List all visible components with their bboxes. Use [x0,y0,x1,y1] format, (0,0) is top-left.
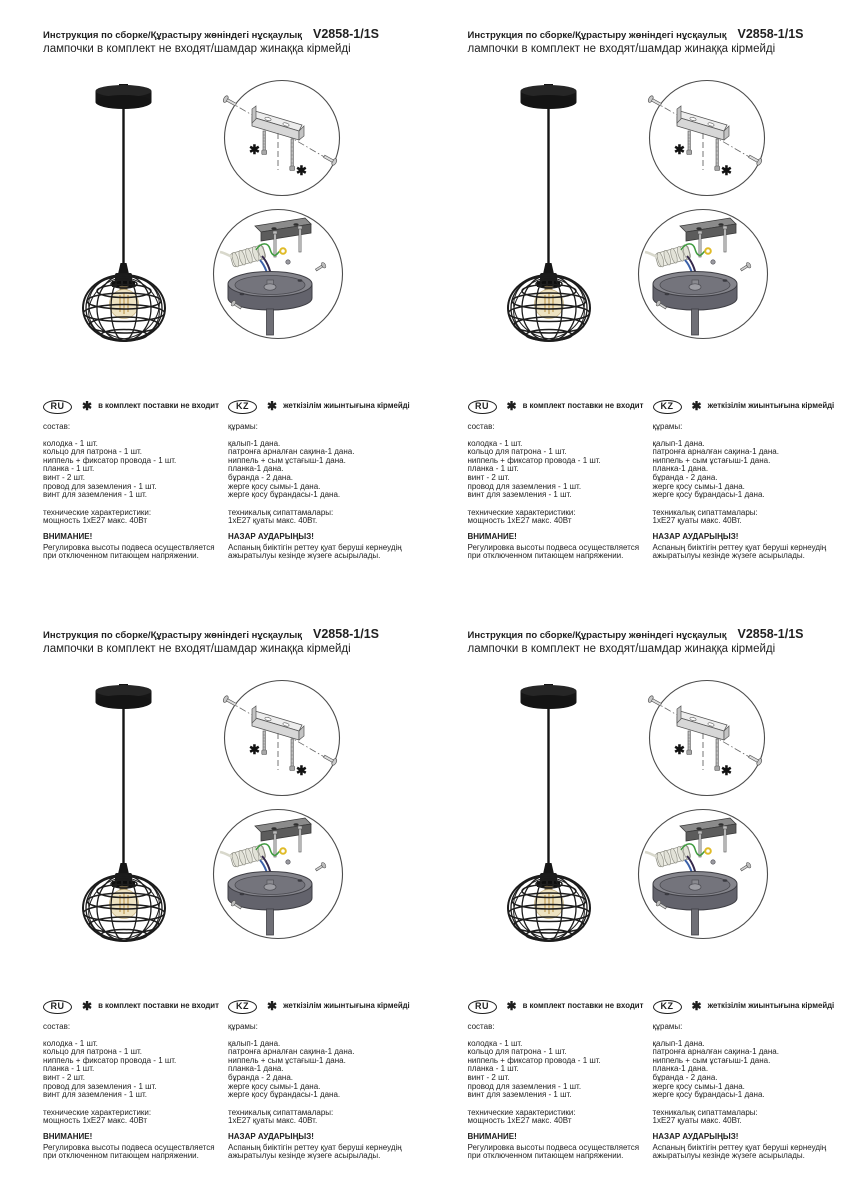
canopy-screw-right [747,153,762,166]
canopy-screw-left [222,695,237,708]
edison-bulb [110,286,139,319]
canopy-screw-right [322,153,337,166]
ru-composition-label: состав: [43,422,71,431]
ru-specs-value: мощность 1хЕ27 макс. 40Вт [43,1116,147,1126]
ru-language-badge: RU [468,1000,497,1014]
kz-specs-label: техникалық сипаттамалары: [228,507,334,517]
list-item: планка-1 дана. [228,1064,284,1074]
kz-parts-list [653,440,845,500]
kz-warning-text: Аспаның биіктігін реттеу қуат беруші кернеудің ажыратылуы кезінде жүзеге асырылады. [228,542,402,561]
ceiling-screw-left [262,731,267,755]
kz-language-badge: KZ [653,1000,682,1014]
list-item: планка - 1 шт. [43,464,95,474]
instruction-sheet [0,600,425,1200]
pendant-lamp-figure [503,684,603,946]
list-item: жерге қосу сымы-1 дана. [228,481,321,491]
ru-specs-label: технические характеристики: [43,507,152,517]
list-item: жерге қосу бұрандасы-1 дана. [652,1090,765,1100]
earth-ring-terminal [705,848,711,854]
list-item: жерге қосу сымы-1 дана. [228,1081,321,1091]
lamps-note-subtitle: лампочки в комплект не входят/шамдар жинаққа кірмейді [467,43,776,55]
info-section [43,999,420,1161]
info-section [43,399,420,561]
ru-language-badge: RU [468,400,497,414]
kz-composition-label: құрамы: [228,1022,258,1031]
supply-lead-wire [220,252,232,257]
lamps-note-subtitle: лампочки в комплект не входят/шамдар жинаққа кірмейді [43,643,351,655]
list-item: патронға арналған сақина-1 дана. [652,1047,779,1057]
list-item: провод для заземления - 1 шт. [467,1081,582,1091]
mounting-strap-dark [255,218,311,241]
ru-specs [43,509,228,526]
list-item: винт для заземления - 1 шт. [43,1090,148,1100]
list-item: бұранда - 2 дана. [228,472,294,482]
ru-parts-list [43,440,228,500]
list-item: жерге қосу сымы-1 дана. [652,481,745,491]
ru-warning-title: ВНИМАНИЕ! [43,1131,93,1141]
edison-bulb [110,886,139,919]
list-item: бұранда - 2 дана. [652,1072,718,1082]
canopy-screw-left [647,695,662,708]
list-item: винт - 2 шт. [43,472,85,482]
cup-screw-right [739,862,751,873]
instruction-sheet [425,600,849,1200]
kz-specs-label: техникалық сипаттамалары: [652,507,758,517]
lamps-note-subtitle: лампочки в комплект не входят/шамдар жинаққа кірмейді [43,43,351,55]
ru-specs-label: технические характеристики: [467,507,576,517]
list-item: қалып-1 дана. [228,1038,281,1048]
list-item: қалып-1 дана. [652,1038,705,1048]
terminal-block [654,844,691,868]
ru-warning-title: ВНИМАНИЕ! [467,1131,517,1141]
earth-screw [710,860,714,864]
ceiling-canopy [96,684,152,709]
not-included-asterisk: ✱ [720,163,732,178]
ru-not-included-note: в комплект поставки не входит [98,401,219,411]
kz-parts-list [228,1040,420,1100]
list-item: ниппель + фиксатор провода - 1 шт. [467,1055,601,1065]
list-item: кольцо для патрона - 1 шт. [467,1047,567,1057]
kz-warning-title: НАЗАР АУДАРЫҢЫЗ! [228,531,314,541]
instruction-title: Инструкция по сборке/Құрастыру жөніндегі нұсқаулық [467,630,727,641]
ru-specs [468,509,653,526]
kz-warning-title: НАЗАР АУДАРЫҢЫЗ! [228,1131,314,1141]
ru-column [43,399,228,561]
mounting-bracket-detail-circle [641,79,775,201]
lamps-note-subtitle: лампочки в комплект не входят/шамдар жинаққа кірмейді [467,643,776,655]
list-item: ниппель + сым ұстағыш-1 дана. [228,455,346,465]
kz-parts-list [228,440,420,500]
kz-badge-row [228,399,420,414]
not-included-asterisk: ✱ [296,163,307,178]
earth-screw [286,260,290,264]
kz-specs [228,509,420,526]
ceiling-cup [228,272,312,336]
kz-specs-value: 1хЕ27 қуаты макс. 40Вт. [228,516,318,526]
earth-ring-terminal [280,848,286,854]
sheet-header [43,627,413,655]
list-item: ниппель + сым ұстағыш-1 дана. [228,1055,346,1065]
kz-language-badge: KZ [228,400,257,414]
instruction-sheet [425,0,849,600]
mounting-bracket-detail-circle [216,79,350,201]
list-item: планка-1 дана. [652,1064,709,1074]
list-item: жерге қосу сымы-1 дана. [652,1081,745,1091]
ceiling-screw-right [714,739,719,771]
kz-warning-title: НАЗАР АУДАРЫҢЫЗ! [652,531,739,541]
ceiling-canopy [520,84,576,109]
ru-composition-label: состав: [467,422,495,431]
ceiling-cup [653,272,737,336]
ru-specs [43,1109,228,1126]
list-item: кольцо для патрона - 1 шт. [43,447,142,457]
kz-specs-value: 1хЕ27 қуаты макс. 40Вт. [652,1116,742,1126]
pendant-lamp-figure [503,84,603,346]
cup-screw-right [314,862,326,873]
cup-screw-right [314,262,326,273]
list-item: провод для заземления - 1 шт. [467,481,582,491]
kz-parts-list [653,1040,845,1100]
ru-specs-value: мощность 1хЕ27 макс. 40Вт [467,516,572,526]
canopy-wiring-detail-circle [637,806,773,942]
list-item: ниппель + сым ұстағыш-1 дана. [652,455,771,465]
list-item: провод для заземления - 1 шт. [43,1081,157,1091]
ru-warning-text: Регулировка высоты подвеса осуществляется при отключенном питающем напряжении. [43,542,215,561]
list-item: винт для заземления - 1 шт. [43,490,148,500]
not-included-asterisk: ✱ [249,742,260,757]
detail-circle-outline [649,81,764,196]
list-item: жерге қосу бұрандасы-1 дана. [228,490,341,500]
list-item: ниппель + фиксатор провода - 1 шт. [43,1055,177,1065]
ru-warning-text: Регулировка высоты подвеса осуществляется при отключенном питающем напряжении. [467,542,640,561]
kz-warning-title: НАЗАР АУДАРЫҢЫЗ! [652,1131,739,1141]
ru-not-included-note: в комплект поставки не входит [522,1001,644,1011]
kz-language-badge: KZ [653,400,682,414]
list-item: патронға арналған сақина-1 дана. [228,1047,355,1057]
list-item: колодка - 1 шт. [43,1038,98,1048]
ru-composition-label: состав: [43,1022,71,1031]
canopy-screw-right [747,753,762,766]
list-item: планка-1 дана. [652,464,709,474]
ru-language-badge: RU [43,1000,72,1014]
ru-specs [468,1109,653,1126]
list-item: винт - 2 шт. [43,1072,85,1082]
list-item: жерге қосу бұрандасы-1 дана. [652,490,765,500]
list-item: бұранда - 2 дана. [652,472,718,482]
kz-badge-row [653,999,845,1014]
ru-column [468,399,653,561]
asterisk-mark: ✱ [267,399,278,414]
list-item: колодка - 1 шт. [467,1038,523,1048]
ru-parts-list [468,440,653,500]
canopy-screw-right [322,753,337,766]
sheet-header [43,27,413,55]
list-item: кольцо для патрона - 1 шт. [43,1047,142,1057]
ceiling-canopy [96,84,152,109]
asterisk-mark: ✱ [82,999,93,1014]
list-item: планка - 1 шт. [43,1064,95,1074]
list-item: колодка - 1 шт. [43,438,98,448]
ceiling-cup [653,872,737,936]
list-item: қалып-1 дана. [652,438,705,448]
kz-composition-label: құрамы: [652,422,683,431]
ru-composition-label: состав: [467,1022,495,1031]
kz-specs [653,509,845,526]
ceiling-screw-right [714,139,719,171]
ru-parts-list [468,1040,653,1100]
kz-not-included-note: жеткізілім жиынтығына кірмейді [707,1001,835,1011]
kz-specs [228,1109,420,1126]
instruction-title: Инструкция по сборке/Құрастыру жөніндегі нұсқаулық [43,630,302,641]
ru-warning-title: ВНИМАНИЕ! [467,531,517,541]
asterisk-mark: ✱ [691,999,702,1014]
kz-column [228,399,420,561]
list-item: бұранда - 2 дана. [228,1072,294,1082]
model-number: V2858-1/1S [737,627,804,641]
list-item: винт для заземления - 1 шт. [467,1090,572,1100]
kz-not-included-note: жеткізілім жиынтығына кірмейді [707,401,835,411]
list-item: ниппель + фиксатор провода - 1 шт. [467,455,601,465]
ru-specs-label: технические характеристики: [43,1107,152,1117]
list-item: ниппель + сым ұстағыш-1 дана. [652,1055,771,1065]
title-row [43,27,413,41]
kz-warning-text: Аспаның биіктігін реттеу қуат беруші кернеудің ажыратылуы кезінде жүзеге асырылады. [228,1142,402,1161]
asterisk-mark: ✱ [691,399,702,414]
canopy-wiring-detail-circle [637,206,773,342]
supply-lead-wire [645,852,657,857]
list-item: провод для заземления - 1 шт. [43,481,157,491]
not-included-asterisk: ✱ [720,763,732,778]
terminal-block [230,244,267,268]
mounting-strap-dark [680,818,736,841]
info-section [468,999,845,1161]
kz-specs [653,1109,845,1126]
canopy-wiring-detail-circle [212,206,348,342]
kz-composition-label: құрамы: [652,1022,683,1031]
earth-ring-terminal [705,248,711,254]
ceiling-screw-left [686,131,691,155]
canopy-screw-left [647,95,662,108]
ceiling-screw-left [686,731,691,755]
ru-column [468,999,653,1161]
not-included-asterisk: ✱ [296,763,307,778]
detail-circle-outline [225,681,340,796]
list-item: колодка - 1 шт. [467,438,523,448]
kz-column [653,999,845,1161]
kz-specs-value: 1хЕ27 қуаты макс. 40Вт. [652,516,742,526]
ru-language-badge: RU [43,400,72,414]
list-item: винт - 2 шт. [467,1072,510,1082]
ru-badge-row [468,399,653,414]
detail-circle-outline [225,81,340,196]
ceiling-screw-right [290,139,295,171]
list-item: планка - 1 шт. [467,464,519,474]
ru-badge-row [43,999,228,1014]
terminal-block [230,844,267,868]
ru-column [43,999,228,1161]
list-item: планка-1 дана. [228,464,284,474]
ceiling-canopy [520,684,576,709]
kz-specs-label: техникалық сипаттамалары: [228,1107,334,1117]
canopy-screw-left [222,95,237,108]
ru-warning-text: Регулировка высоты подвеса осуществляется при отключенном питающем напряжении. [467,1142,640,1161]
model-number: V2858-1/1S [737,27,804,41]
kz-composition-label: құрамы: [228,422,258,431]
canopy-wiring-detail-circle [212,806,348,942]
kz-column [228,999,420,1161]
earth-screw [710,260,714,264]
edison-bulb [534,286,563,319]
kz-specs-value: 1хЕ27 қуаты макс. 40Вт. [228,1116,318,1126]
instruction-sheet [0,0,425,600]
terminal-block [654,244,691,268]
mounting-strap-dark [680,218,736,241]
ceiling-screw-left [262,131,267,155]
kz-specs-label: техникалық сипаттамалары: [652,1107,758,1117]
edison-bulb [534,886,563,919]
kz-column [653,399,845,561]
ru-badge-row [468,999,653,1014]
list-item: винт - 2 шт. [467,472,510,482]
kz-language-badge: KZ [228,1000,257,1014]
title-row [468,627,838,641]
mounting-bracket-detail-circle [216,679,350,801]
list-item: патронға арналған сақина-1 дана. [228,447,355,457]
detail-circle-outline [649,681,764,796]
kz-badge-row [653,399,845,414]
instruction-title: Инструкция по сборке/Құрастыру жөніндегі нұсқаулық [43,30,302,41]
ru-specs-label: технические характеристики: [467,1107,576,1117]
list-item: винт для заземления - 1 шт. [467,490,572,500]
ru-not-included-note: в комплект поставки не входит [98,1001,219,1011]
list-item: планка - 1 шт. [467,1064,519,1074]
mounting-strap-dark [255,818,311,841]
model-number: V2858-1/1S [313,27,380,41]
earth-screw [286,860,290,864]
list-item: патронға арналған сақина-1 дана. [652,447,779,457]
kz-not-included-note: жеткізілім жиынтығына кірмейді [283,1001,410,1011]
pendant-lamp-figure [78,684,178,946]
kz-warning-text: Аспаның биіктігін реттеу қуат беруші кернеудің ажыратылуы кезінде жүзеге асырылады. [652,542,827,561]
ru-warning-title: ВНИМАНИЕ! [43,531,93,541]
list-item: қалып-1 дана. [228,438,281,448]
cup-screw-right [739,262,751,273]
info-section [468,399,845,561]
list-item: кольцо для патрона - 1 шт. [467,447,567,457]
supply-lead-wire [220,852,232,857]
ru-badge-row [43,399,228,414]
asterisk-mark: ✱ [82,399,93,414]
list-item: жерге қосу бұрандасы-1 дана. [228,1090,341,1100]
ceiling-cup [228,872,312,936]
ru-not-included-note: в комплект поставки не входит [522,401,644,411]
ceiling-screw-right [290,739,295,771]
not-included-asterisk: ✱ [673,742,685,757]
sheet-header [468,27,838,55]
instruction-title: Инструкция по сборке/Құрастыру жөніндегі нұсқаулық [467,30,727,41]
title-row [43,627,413,641]
mounting-bracket-detail-circle [641,679,775,801]
ru-parts-list [43,1040,228,1100]
title-row [468,27,838,41]
asterisk-mark: ✱ [506,399,517,414]
model-number: V2858-1/1S [313,627,380,641]
supply-lead-wire [645,252,657,257]
earth-ring-terminal [280,248,286,254]
asterisk-mark: ✱ [506,999,517,1014]
pendant-lamp-figure [78,84,178,346]
ru-warning-text: Регулировка высоты подвеса осуществляется при отключенном питающем напряжении. [43,1142,215,1161]
kz-not-included-note: жеткізілім жиынтығына кірмейді [283,401,410,411]
kz-warning-text: Аспаның биіктігін реттеу қуат беруші кернеудің ажыратылуы кезінде жүзеге асырылады. [652,1142,827,1161]
kz-badge-row [228,999,420,1014]
not-included-asterisk: ✱ [673,142,685,157]
sheet-header [468,627,838,655]
ru-specs-value: мощность 1хЕ27 макс. 40Вт [43,516,147,526]
list-item: ниппель + фиксатор провода - 1 шт. [43,455,177,465]
asterisk-mark: ✱ [267,999,278,1014]
not-included-asterisk: ✱ [249,142,260,157]
ru-specs-value: мощность 1хЕ27 макс. 40Вт [467,1116,572,1126]
